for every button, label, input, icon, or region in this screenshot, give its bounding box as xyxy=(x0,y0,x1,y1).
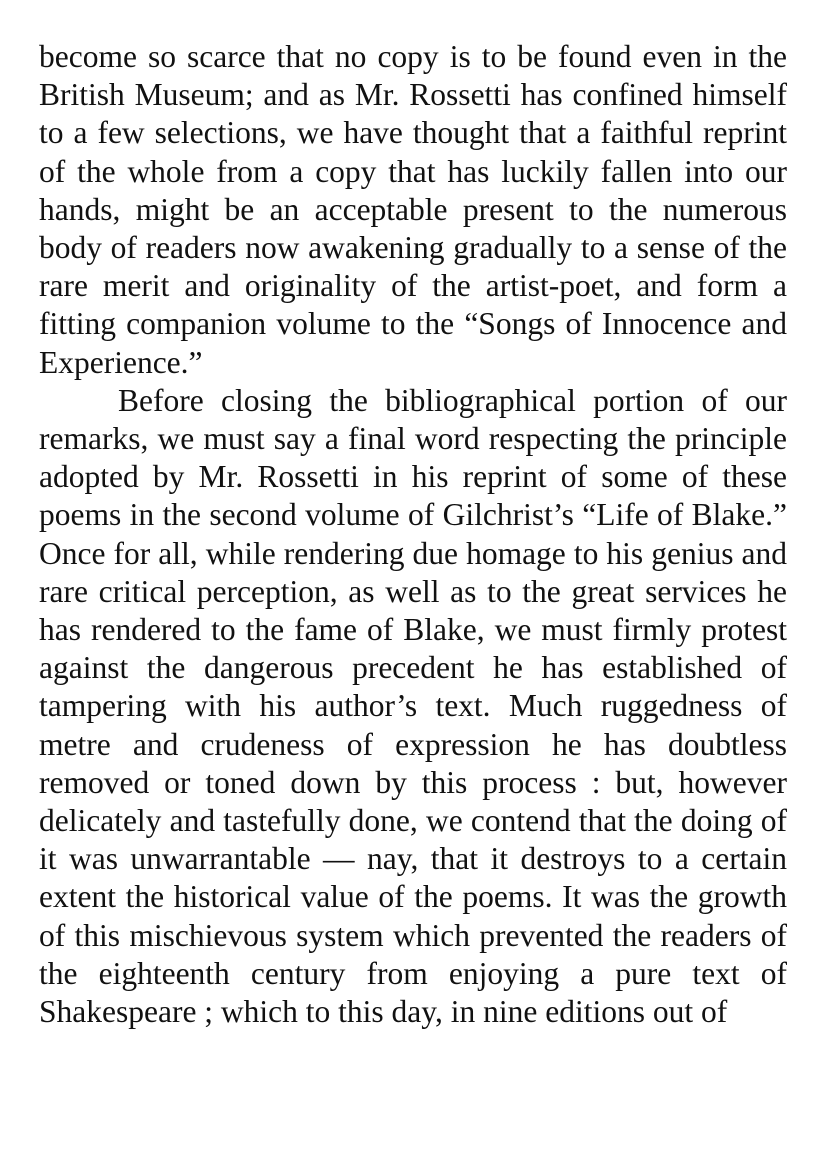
paragraph-continuation: become so scarce that no copy is to be found even in the British Museum; and as Mr. Rossetti has confined himself to a few selections, we have thought that a faithful reprint of the whole from a copy that has luckily fallen into our hands, might be an acceptable present to the numerous body of readers now awakening gradually to a sense of the rare merit and originality of the artist-poet, and form a fitting companion volume to the “Songs of Innocence and Experience.” xyxy=(39,39,787,380)
paragraph-bibliographical-remarks: Before closing the bibliographical portion of our remarks, we must say a final word respecting the principle adopted by Mr. Rossetti in his reprint of some of these poems in the second volume of Gilchrist’s “Life of Blake.” Once for all, while rendering due homage to his genius and rare critical perception, as well as to the great services he has rendered to the fame of Blake, we must firmly protest against the dangerous precedent he has established of tampering with his author’s text. Much ruggedness of metre and crudeness of expression he has doubtless removed or toned down by this process : but, however delicately and tastefully done, we contend that the doing of it was unwarrantable — nay, that it destroys to a certain extent the historical value of the poems. It was the growth of this mischievous system which prevented the readers of the eighteenth century from enjoying a pure text of Shakespeare ; which to this day, in nine editions out of xyxy=(39,382,787,1030)
document-page xyxy=(39,38,787,1031)
